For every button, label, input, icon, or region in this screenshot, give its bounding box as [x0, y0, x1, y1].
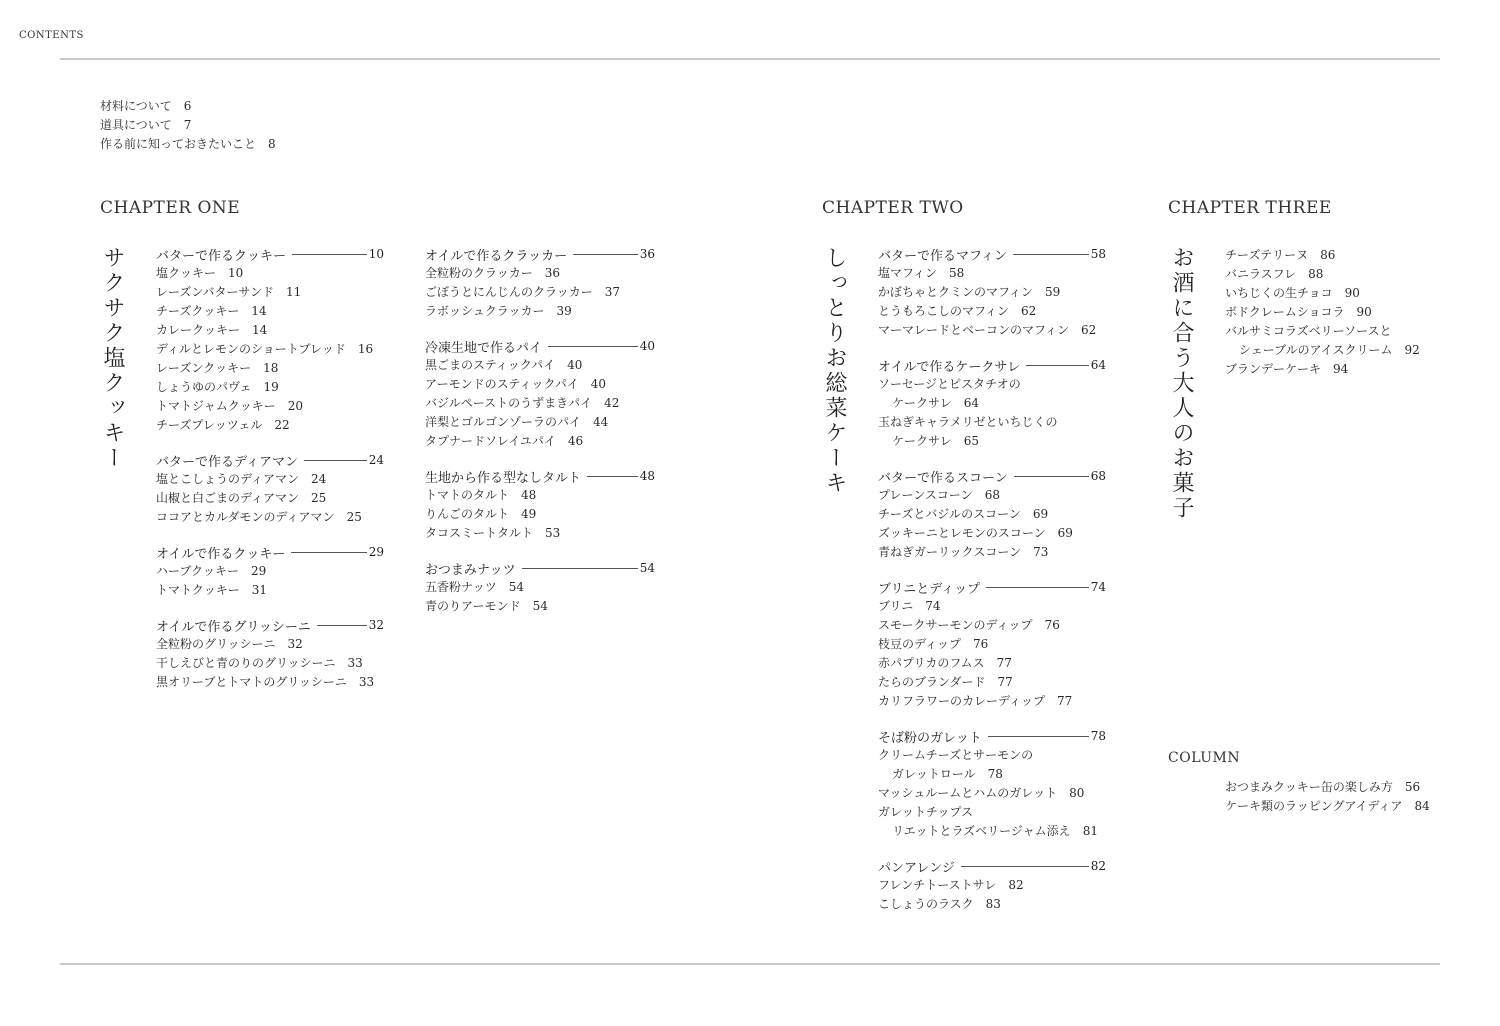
page-number: 76 [973, 637, 989, 651]
section-heading [878, 466, 1106, 486]
toc-entry [1225, 265, 1420, 284]
toc-entry [878, 486, 1106, 505]
page-number: 24 [311, 472, 327, 486]
entry-title: レーズンクッキー [156, 361, 252, 375]
entry-title: おつまみクッキー缶の楽しみ方 [1225, 780, 1393, 794]
page-number: 77 [997, 675, 1013, 689]
section-heading [156, 450, 384, 470]
section-page-number: 78 [1090, 729, 1106, 743]
toc-section [878, 244, 1106, 340]
entry-title: 洋梨とゴルゴンゾーラのパイ [425, 415, 582, 429]
entry-title: カリフラワーのカレーディップ [878, 694, 1046, 708]
page-number: 29 [251, 564, 267, 578]
intro-list [100, 97, 276, 154]
entry-title: チーズクッキー [156, 304, 240, 318]
entry-title: 材料について [100, 99, 172, 113]
toc-entry [156, 635, 384, 654]
page-number: 46 [567, 434, 584, 448]
entry-title: 作る前に知っておきたいこと [100, 137, 257, 151]
toc-entry [156, 264, 384, 283]
chapter-three-list [1225, 246, 1420, 379]
section-page-number: 74 [1090, 580, 1106, 594]
entry-title: 全粒粉のグリッシーニ [156, 637, 276, 651]
page-number: 33 [358, 675, 375, 689]
section-title: 生地から作る型なしタルト [425, 470, 582, 486]
contents-label: CONTENTS [19, 30, 84, 41]
page-number: 83 [985, 897, 1001, 911]
page-number: 22 [274, 418, 290, 432]
page-number: 62 [1021, 304, 1037, 318]
leader-line [317, 625, 367, 626]
entry-title: カレークッキー [156, 323, 241, 337]
toc-entry [878, 876, 1106, 895]
page-number: 31 [251, 583, 268, 597]
toc-entry [156, 489, 384, 508]
page-number: 86 [1320, 248, 1336, 262]
column-entry [1225, 797, 1430, 816]
section-title: オイルで作るクラッカー [425, 248, 568, 264]
entry-title: 黒オリーブとトマトのグリッシーニ [156, 675, 347, 689]
toc-entry [1225, 284, 1420, 303]
page-number: 6 [183, 99, 192, 113]
section-page-number: 82 [1090, 859, 1106, 873]
toc-entry [425, 264, 655, 283]
leader-line [1014, 476, 1089, 477]
toc-entry [156, 378, 384, 397]
page-number: 42 [604, 396, 620, 410]
entry-title: ケーキ類のラッピングアイディア [1225, 799, 1403, 813]
page-number: 19 [263, 380, 279, 394]
page-number: 62 [1081, 323, 1097, 337]
page-number: 90 [1356, 305, 1372, 319]
page-number: 40 [590, 377, 607, 391]
toc-entry [156, 397, 384, 416]
entry-title: トマトクッキー [156, 583, 240, 597]
page-number: 94 [1333, 362, 1349, 376]
page-number: 88 [1308, 267, 1324, 281]
section-heading [878, 577, 1106, 597]
entry-title: かぼちゃとクミンのマフィン [878, 285, 1034, 299]
entry-title: ケークサレ [892, 396, 952, 410]
toc-entry [878, 413, 1106, 432]
column-entry [1225, 778, 1430, 797]
toc-entry [156, 416, 384, 435]
toc-entry [156, 673, 384, 692]
toc-entry [1225, 360, 1420, 379]
section-heading [156, 615, 384, 635]
entry-title: ケークサレ [892, 434, 952, 448]
page-number: 36 [544, 266, 561, 280]
entry-title: いちじくの生チョコ [1225, 286, 1333, 300]
entry-title: 塩とこしょうのディアマン [156, 472, 300, 486]
entry-title: アーモンドのスティックパイ [425, 377, 579, 391]
entry-title: 五香粉ナッツ [425, 580, 497, 594]
toc-entry [878, 746, 1106, 765]
page-number: 81 [1082, 824, 1098, 838]
entry-title: クリームチーズとサーモンの [878, 748, 1034, 762]
entry-title: 枝豆のディップ [878, 637, 962, 651]
toc-entry [878, 654, 1106, 673]
chapter-one-label: CHAPTER ONE [100, 198, 241, 218]
toc-entry [878, 394, 1106, 413]
toc-section [878, 466, 1106, 562]
toc-entry [156, 302, 384, 321]
page-number: 14 [251, 304, 267, 318]
toc-section [878, 856, 1106, 914]
toc-entry [878, 765, 1106, 784]
toc-section [425, 558, 655, 616]
page-number: 82 [1008, 878, 1024, 892]
entry-title: ズッキーニとレモンのスコーン [878, 526, 1046, 540]
page-number: 76 [1044, 618, 1060, 632]
entry-title: 塩クッキー [156, 266, 217, 280]
toc-entry [878, 543, 1106, 562]
entry-title: プレーンスコーン [878, 488, 973, 502]
toc-entry [878, 375, 1106, 394]
toc-entry [1225, 341, 1420, 360]
entry-title: ハーブクッキー [156, 564, 240, 578]
toc-entry [425, 375, 655, 394]
column-label: COLUMN [1168, 750, 1241, 766]
entry-title: 青のりアーモンド [425, 599, 521, 613]
page-number: 25 [311, 491, 327, 505]
toc-entry [878, 283, 1106, 302]
entry-title: チーズテリーヌ [1225, 248, 1309, 262]
toc-section [425, 466, 655, 543]
page-number: 32 [287, 637, 303, 651]
section-heading [878, 244, 1106, 264]
leader-line [988, 736, 1089, 737]
section-heading [425, 466, 655, 486]
toc-entry [425, 356, 655, 375]
entry-title: とうもろこしのマフィン [878, 304, 1010, 318]
toc-entry [425, 597, 655, 616]
entry-title: りんごのタルト [425, 507, 510, 521]
section-title: バターで作るクッキー [156, 248, 287, 264]
page-number: 53 [545, 526, 561, 540]
section-page-number: 29 [368, 545, 384, 559]
leader-line [292, 254, 367, 255]
toc-entry [156, 654, 384, 673]
entry-title: しょうゆのパヴェ [156, 380, 252, 394]
section-title: バターで作るマフィン [878, 248, 1007, 264]
entry-title: ボドクレームショコラ [1225, 305, 1345, 319]
toc-entry [156, 508, 384, 527]
chapter-one-column-a [156, 244, 384, 707]
entry-title: スモークサーモンのディップ [878, 618, 1033, 632]
section-title: おつまみナッツ [425, 562, 516, 578]
chapter-two-title: しっとりお総菜ケーキ [822, 246, 847, 496]
page-number: 68 [984, 488, 1000, 502]
bottom-divider [60, 963, 1440, 965]
section-heading [878, 856, 1106, 876]
section-page-number: 36 [639, 247, 655, 261]
entry-title: 干しえびと青のりのグリッシーニ [156, 656, 336, 670]
toc-entry [878, 616, 1106, 635]
section-title: ブリニとディップ [878, 581, 981, 597]
page-number: 56 [1404, 780, 1421, 794]
toc-entry [878, 822, 1106, 841]
toc-section [156, 615, 384, 692]
toc-section [878, 577, 1106, 711]
toc-entry [878, 505, 1106, 524]
entry-title: ごぼうとにんじんのクラッカー [425, 285, 593, 299]
entry-title: ガレットロール [892, 767, 976, 781]
toc-entry [156, 359, 384, 378]
leader-line [1013, 254, 1089, 255]
entry-title: ガレットチップス [878, 805, 974, 819]
page-number: 16 [357, 342, 374, 356]
page-number: 64 [963, 396, 980, 410]
entry-title: たらのブランダード [878, 675, 986, 689]
leader-line [522, 568, 638, 569]
page-number: 44 [593, 415, 609, 429]
section-heading [156, 542, 384, 562]
toc-entry [878, 432, 1106, 451]
entry-title: 黒ごまのスティックパイ [425, 358, 556, 372]
toc-section [156, 244, 384, 435]
page-number: 11 [285, 285, 302, 299]
section-title: オイルで作るクッキー [156, 546, 286, 562]
page-number: 74 [925, 599, 941, 613]
page-number: 8 [268, 137, 276, 151]
page-number: 59 [1045, 285, 1061, 299]
entry-title: ブランデーケーキ [1225, 362, 1322, 376]
page-number: 58 [949, 266, 965, 280]
entry-title: ラボッシュクラッカー [425, 304, 545, 318]
page-number: 37 [604, 285, 621, 299]
entry-title: タコスミートタルト [425, 526, 534, 540]
section-page-number: 10 [368, 247, 384, 261]
section-heading [878, 726, 1106, 746]
leader-line [548, 346, 638, 347]
toc-entry [156, 321, 384, 340]
toc-section [156, 542, 384, 600]
page-number: 65 [963, 434, 980, 448]
toc-entry [878, 803, 1106, 822]
toc-entry [425, 486, 655, 505]
chapter-three-label: CHAPTER THREE [1168, 198, 1332, 218]
entry-title: こしょうのラスク [878, 897, 974, 911]
toc-entry [878, 635, 1106, 654]
page-number: 14 [252, 323, 268, 337]
section-heading [156, 244, 384, 264]
toc-entry [425, 394, 655, 413]
toc-entry [1225, 303, 1420, 322]
toc-entry [425, 432, 655, 451]
page-number: 25 [346, 510, 362, 524]
entry-title: ソーセージとピスタチオの [878, 377, 1021, 391]
leader-line [961, 866, 1089, 867]
toc-entry [878, 264, 1106, 283]
toc-entry [156, 283, 384, 302]
entry-title: タプナードソレイユパイ [425, 434, 556, 448]
page-number: 73 [1033, 545, 1049, 559]
section-page-number: 40 [639, 339, 655, 353]
column-list [1225, 778, 1430, 816]
toc-entry [878, 784, 1106, 803]
page-number: 48 [521, 488, 537, 502]
page-number: 33 [347, 656, 363, 670]
chapter-two-column [878, 244, 1106, 929]
section-title: バターで作るディアマン [156, 454, 298, 470]
toc-entry [1225, 246, 1420, 265]
intro-entry [100, 116, 276, 135]
section-title: オイルで作るケークサレ [878, 359, 1021, 375]
leader-line [573, 254, 638, 255]
page-number: 77 [1057, 694, 1073, 708]
section-title: オイルで作るグリッシーニ [156, 619, 311, 635]
top-divider [60, 58, 1440, 60]
toc-section [878, 355, 1106, 451]
section-title: パンアレンジ [878, 860, 955, 876]
section-heading [425, 336, 655, 356]
toc-entry [425, 413, 655, 432]
toc-entry [425, 283, 655, 302]
section-page-number: 64 [1090, 358, 1106, 372]
toc-section [425, 336, 655, 451]
leader-line [291, 552, 366, 553]
toc-entry [425, 578, 655, 597]
page-number: 77 [996, 656, 1012, 670]
entry-title: レーズンバターサンド [156, 285, 274, 299]
entry-title: チーズプレッツェル [156, 418, 263, 432]
entry-title: 青ねぎガーリックスコーン [878, 545, 1022, 559]
section-title: 冷凍生地で作るパイ [425, 340, 543, 356]
toc-entry [425, 302, 655, 321]
toc-entry [156, 562, 384, 581]
entry-title: バニラスフレ [1225, 267, 1297, 281]
toc-entry [878, 895, 1106, 914]
entry-title: 玉ねぎキャラメリゼといちじくの [878, 415, 1058, 429]
section-heading [878, 355, 1106, 375]
chapter-one-title: サクサク塩クッキー [100, 246, 125, 471]
section-title: バターで作るスコーン [878, 470, 1008, 486]
page-number: 10 [228, 266, 244, 280]
intro-entry [100, 135, 276, 154]
entry-title: ディルとレモンのショートブレッド [156, 342, 346, 356]
page-number: 7 [183, 118, 192, 132]
page-number: 80 [1069, 786, 1085, 800]
section-page-number: 32 [368, 618, 384, 632]
page-number: 69 [1057, 526, 1073, 540]
entry-title: ブリニ [878, 599, 914, 613]
toc-section [156, 450, 384, 527]
section-title: そば粉のガレット [878, 730, 982, 746]
page-number: 18 [263, 361, 279, 375]
page-number: 90 [1344, 286, 1360, 300]
entry-title: バルサミコラズベリーソースと [1225, 324, 1392, 338]
section-page-number: 54 [639, 561, 655, 575]
intro-entry [100, 97, 276, 116]
leader-line [1026, 365, 1089, 366]
toc-entry [156, 340, 384, 359]
entry-title: トマトジャムクッキー [156, 399, 276, 413]
toc-section [425, 244, 655, 321]
toc-entry [425, 505, 655, 524]
entry-title: シェーブルのアイスクリーム [1239, 343, 1393, 357]
toc-entry [878, 673, 1106, 692]
leader-line [587, 476, 638, 477]
entry-title: フレンチトーストサレ [878, 878, 997, 892]
section-page-number: 48 [639, 469, 655, 483]
toc-entry [156, 470, 384, 489]
toc-entry [878, 524, 1106, 543]
page-number: 92 [1404, 343, 1420, 357]
chapter-two-label: CHAPTER TWO [822, 198, 964, 218]
entry-title: リエットとラズベリージャム添え [892, 824, 1071, 838]
toc-entry [878, 321, 1106, 340]
page-number: 78 [987, 767, 1003, 781]
page-number: 49 [521, 507, 537, 521]
page-number: 39 [556, 304, 572, 318]
entry-title: トマトのタルト [425, 488, 510, 502]
toc-entry [878, 302, 1106, 321]
toc-entry [425, 524, 655, 543]
section-page-number: 24 [368, 453, 384, 467]
leader-line [304, 460, 367, 461]
page-number: 54 [508, 580, 525, 594]
entry-title: バジルペーストのうずまきパイ [425, 396, 593, 410]
section-page-number: 58 [1090, 247, 1106, 261]
entry-title: ココアとカルダモンのディアマン [156, 510, 335, 524]
section-page-number: 68 [1090, 469, 1106, 483]
toc-entry [156, 581, 384, 600]
page-number: 84 [1414, 799, 1430, 813]
chapter-three-title: お酒に合う大人のお菓子 [1169, 246, 1194, 521]
chapter-one-column-b [425, 244, 655, 631]
toc-entry [1225, 322, 1420, 341]
page-number: 54 [532, 599, 548, 613]
entry-title: 山椒と白ごまのディアマン [156, 491, 300, 505]
page-number: 40 [567, 358, 583, 372]
entry-title: 塩マフィン [878, 266, 938, 280]
entry-title: チーズとバジルのスコーン [878, 507, 1021, 521]
entry-title: 全粒粉のクラッカー [425, 266, 533, 280]
entry-title: 赤パプリカのフムス [878, 656, 985, 670]
toc-entry [878, 692, 1106, 711]
leader-line [986, 587, 1089, 588]
entry-title: マーマレードとベーコンのマフィン [878, 323, 1070, 337]
page-number: 69 [1032, 507, 1049, 521]
page-number: 20 [287, 399, 304, 413]
entry-title: マッシュルームとハムのガレット [878, 786, 1058, 800]
toc-section [878, 726, 1106, 841]
entry-title: 道具について [100, 118, 172, 132]
section-heading [425, 244, 655, 264]
section-heading [425, 558, 655, 578]
toc-entry [878, 597, 1106, 616]
